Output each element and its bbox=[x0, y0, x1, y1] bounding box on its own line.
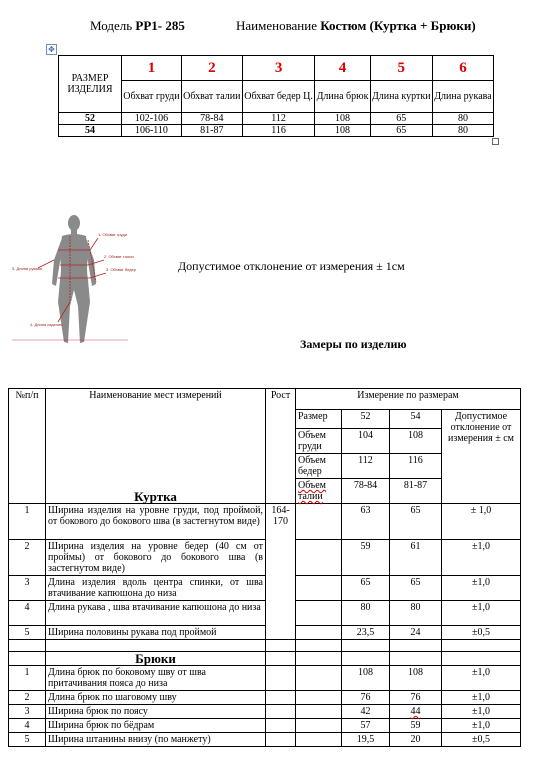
jacket-row bbox=[9, 504, 521, 540]
row-no: 3 bbox=[9, 705, 46, 719]
value-cell: 65 bbox=[370, 113, 432, 125]
size-b: 54 bbox=[390, 410, 442, 429]
row-a: 42 bbox=[342, 705, 390, 719]
size-table bbox=[58, 55, 494, 137]
figure-label-waist: 2. Обхват талии bbox=[104, 254, 134, 259]
col-height-header: Рост bbox=[266, 389, 296, 504]
row-name: Длина рукава , шва втачивание капюшона до низа bbox=[46, 601, 266, 626]
row-no: 4 bbox=[9, 719, 46, 733]
row-no: 2 bbox=[9, 691, 46, 705]
value-cell: 116 bbox=[242, 125, 315, 137]
row-name: Длина брюк по шаговому шву bbox=[46, 691, 266, 705]
figure-label-length: 4. Длина изделия bbox=[30, 322, 63, 327]
model-label: Модель bbox=[90, 18, 133, 33]
jacket-row bbox=[9, 576, 521, 601]
size-row bbox=[59, 113, 494, 125]
value-cell: 106-110 bbox=[122, 125, 182, 137]
row-tol: ±1,0 bbox=[442, 705, 521, 719]
col-num: 5 bbox=[370, 56, 432, 81]
pants-row bbox=[9, 705, 521, 719]
model-line bbox=[90, 18, 185, 34]
row-name: Длина брюк по боковому шву от шва притачивания пояса до низа bbox=[46, 666, 266, 691]
row-b: 59 bbox=[390, 719, 442, 733]
row-name: Ширина брюк по поясу bbox=[46, 705, 266, 719]
row-no: 2 bbox=[9, 540, 46, 576]
value-cell: 102-106 bbox=[122, 113, 182, 125]
body-figure-illustration bbox=[8, 210, 168, 355]
row-empty bbox=[296, 504, 342, 540]
pants-row bbox=[9, 719, 521, 733]
row-tol: ±1,0 bbox=[442, 719, 521, 733]
row-empty bbox=[296, 576, 342, 601]
col-label: Обхват талии bbox=[181, 81, 242, 113]
row-no: 4 bbox=[9, 601, 46, 626]
jacket-row bbox=[9, 601, 521, 626]
model-value: PP1- 285 bbox=[135, 18, 185, 33]
col-num: 6 bbox=[432, 56, 493, 81]
size-cell: 52 bbox=[59, 113, 122, 125]
value-cell: 80 bbox=[432, 125, 493, 137]
row-tol: ±0,5 bbox=[442, 733, 521, 747]
name-value: Костюм (Куртка + Брюки) bbox=[320, 18, 476, 33]
row-a: 63 bbox=[342, 504, 390, 540]
col-num: 4 bbox=[315, 56, 370, 81]
col-label: Длина рукава bbox=[432, 81, 493, 113]
row-tol: ±1,0 bbox=[442, 576, 521, 601]
row-a: 23,5 bbox=[342, 626, 390, 640]
sub-hips-label: Объем бедер bbox=[296, 454, 342, 479]
row-tol: ±1,0 bbox=[442, 540, 521, 576]
row-empty bbox=[296, 626, 342, 640]
pants-row bbox=[9, 666, 521, 691]
row-tol: ±1,0 bbox=[442, 691, 521, 705]
col-num: 2 bbox=[181, 56, 242, 81]
value-cell: 78-84 bbox=[181, 113, 242, 125]
name-label: Наименование bbox=[236, 18, 317, 33]
value-cell: 65 bbox=[370, 125, 432, 137]
row-b: 108 bbox=[390, 666, 442, 691]
row-tol: ±0,5 bbox=[442, 626, 521, 640]
chest-a: 104 bbox=[342, 429, 390, 454]
row-a: 80 bbox=[342, 601, 390, 626]
col-no-header: №п/п bbox=[9, 389, 46, 504]
size-header-cell: РАЗМЕР ИЗДЕЛИЯ bbox=[59, 56, 122, 113]
row-empty bbox=[296, 540, 342, 576]
col-label: Обхват груди bbox=[122, 81, 182, 113]
section-title: Замеры по изделию bbox=[300, 337, 407, 351]
tolerance-note: Допустимое отклонение от измерения ± 1см bbox=[178, 259, 405, 273]
row-b: 65 bbox=[390, 504, 442, 540]
value-cell: 108 bbox=[315, 125, 370, 137]
row-b: 24 bbox=[390, 626, 442, 640]
chest-b: 108 bbox=[390, 429, 442, 454]
spacer-row bbox=[9, 640, 521, 652]
jacket-title: Куртка bbox=[134, 489, 177, 504]
row-name: Ширина половины рукава под проймой bbox=[46, 626, 266, 640]
figure-label-hips: 3. Обхват бедер bbox=[106, 267, 137, 272]
row-b: 20 bbox=[390, 733, 442, 747]
row-b: 80 bbox=[390, 601, 442, 626]
waist-a: 78-84 bbox=[342, 479, 390, 504]
row-name: Длина изделия вдоль центра спинки, от шва втачивание капюшона до низа bbox=[46, 576, 266, 601]
name-line bbox=[236, 18, 476, 34]
col-measure-header: Измерение по размерам bbox=[296, 389, 521, 410]
row-a: 59 bbox=[342, 540, 390, 576]
sub-size-label: Размер bbox=[296, 410, 342, 429]
sub-waist-label: Объем талии bbox=[296, 479, 342, 504]
row-b: 76 bbox=[390, 691, 442, 705]
figure-label-chest: 1. Обхват груди bbox=[98, 232, 127, 237]
row-name: Ширина изделия на уровне бедер (40 см от проймы) от бокового до бокового шва (в застегнутом виде) bbox=[46, 540, 266, 576]
size-row bbox=[59, 125, 494, 137]
size-cell: 54 bbox=[59, 125, 122, 137]
waist-b: 81-87 bbox=[390, 479, 442, 504]
jacket-row bbox=[9, 626, 521, 640]
row-a: 19,5 bbox=[342, 733, 390, 747]
value-cell: 81-87 bbox=[181, 125, 242, 137]
row-tol: ±1,0 bbox=[442, 666, 521, 691]
value-cell: 112 bbox=[242, 113, 315, 125]
row-a: 65 bbox=[342, 576, 390, 601]
col-num: 1 bbox=[122, 56, 182, 81]
col-num: 3 bbox=[242, 56, 315, 81]
row-b: 65 bbox=[390, 576, 442, 601]
hips-a: 112 bbox=[342, 454, 390, 479]
table-move-handle-icon[interactable]: ✥ bbox=[46, 44, 57, 55]
row-a: 108 bbox=[342, 666, 390, 691]
row-no: 5 bbox=[9, 733, 46, 747]
row-name: Ширина брюк по бёдрам bbox=[46, 719, 266, 733]
col-label: Обхват бедер Ц. bbox=[242, 81, 315, 113]
col-label: Длина брюк bbox=[315, 81, 370, 113]
sub-chest-label: Объем груди bbox=[296, 429, 342, 454]
col-label: Длина куртки bbox=[370, 81, 432, 113]
row-b: 44 bbox=[390, 705, 442, 719]
height-value: 164-170 bbox=[266, 504, 296, 640]
col-name-header: Наименование мест измерений Куртка bbox=[46, 389, 266, 504]
row-no: 3 bbox=[9, 576, 46, 601]
tolerance-header: Допустимое отклонение от измерения ± см bbox=[442, 410, 521, 504]
row-no: 1 bbox=[9, 504, 46, 540]
pants-row bbox=[9, 691, 521, 705]
pants-title: Брюки bbox=[46, 652, 266, 666]
row-a: 57 bbox=[342, 719, 390, 733]
row-tol: ±1,0 bbox=[442, 601, 521, 626]
value-cell: 108 bbox=[315, 113, 370, 125]
size-a: 52 bbox=[342, 410, 390, 429]
table-resize-handle[interactable] bbox=[492, 138, 499, 145]
row-name: Ширина штанины внизу (по манжету) bbox=[46, 733, 266, 747]
figure-label-sleeve: 5. Длина рукава bbox=[12, 266, 42, 271]
measurement-table bbox=[8, 388, 521, 747]
row-tol: ± 1,0 bbox=[442, 504, 521, 540]
pants-title-row bbox=[9, 652, 521, 666]
hips-b: 116 bbox=[390, 454, 442, 479]
row-empty bbox=[296, 601, 342, 626]
pants-row bbox=[9, 733, 521, 747]
row-no: 5 bbox=[9, 626, 46, 640]
jacket-row bbox=[9, 540, 521, 576]
value-cell: 80 bbox=[432, 113, 493, 125]
row-no: 1 bbox=[9, 666, 46, 691]
row-a: 76 bbox=[342, 691, 390, 705]
row-name: Ширина изделия на уровне груди, под проймой, от бокового до бокового шва (в застегнутом виде) bbox=[46, 504, 266, 540]
row-b: 61 bbox=[390, 540, 442, 576]
